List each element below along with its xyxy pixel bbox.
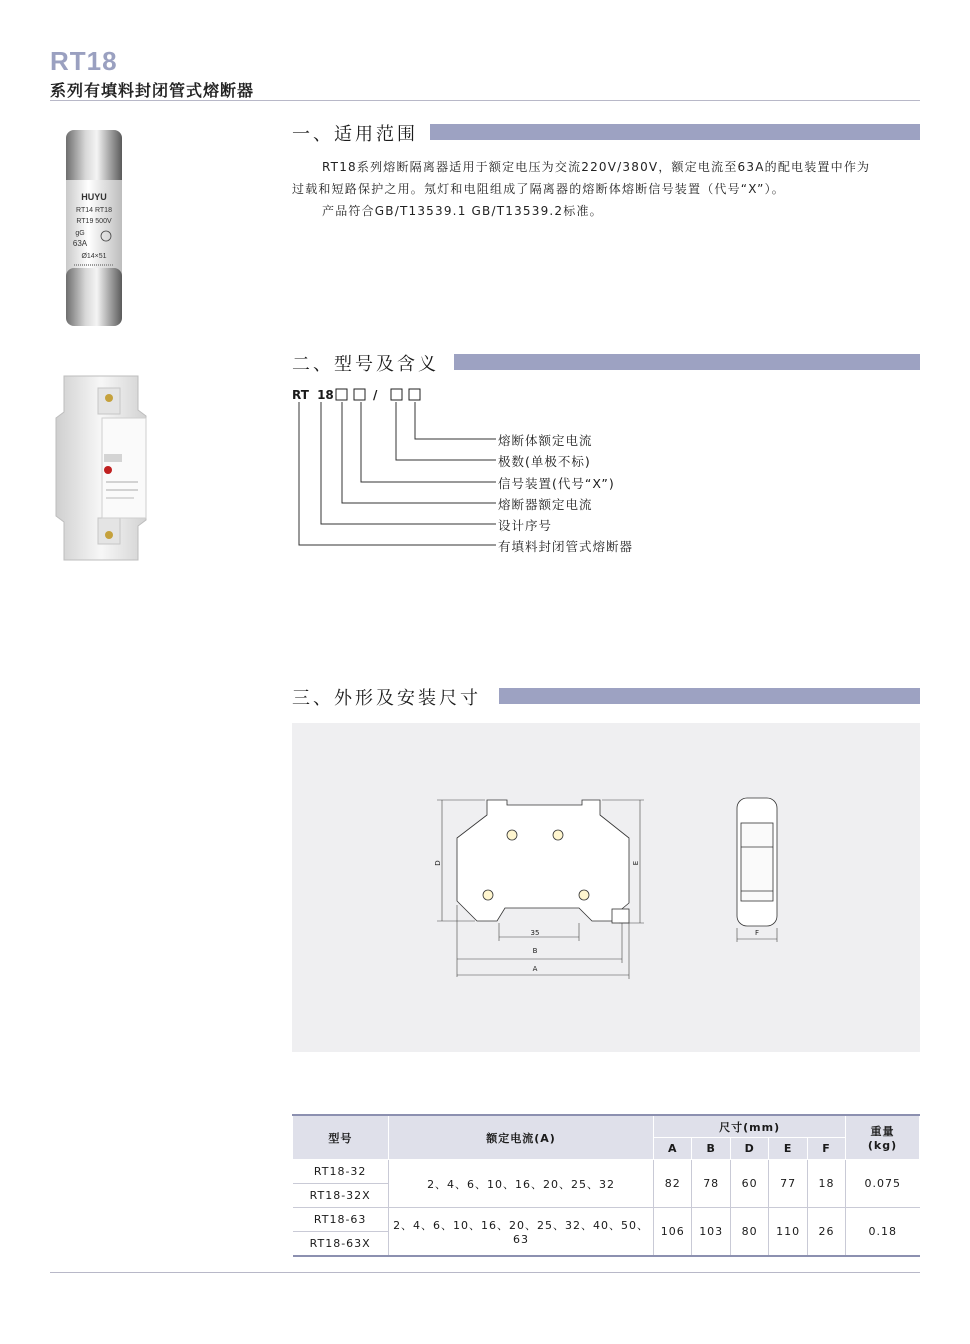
fuse-marking: RT19 500V bbox=[76, 218, 112, 225]
model-cell: RT18-63 bbox=[293, 1208, 389, 1232]
dim-cell: 26 bbox=[808, 1208, 846, 1256]
page-subtitle: 系列有填料封闭管式熔断器 bbox=[50, 81, 255, 100]
legend-label: 熔断体额定电流 bbox=[498, 433, 593, 448]
header-dimensions: 尺寸(mm) bbox=[654, 1115, 846, 1138]
section-title: 二、型号及含义 bbox=[292, 350, 443, 376]
legend-label: 设计序号 bbox=[498, 518, 553, 533]
fuse-holder-photo bbox=[50, 370, 150, 565]
section-bar bbox=[454, 354, 920, 370]
current-cell: 2、4、6、10、16、20、25、32、40、50、63 bbox=[388, 1208, 653, 1256]
fuse-brand: HUYU bbox=[81, 192, 107, 202]
legend-label: 极数(单极不标) bbox=[498, 454, 591, 469]
dimension-drawing-panel bbox=[292, 723, 920, 1052]
section-model-heading bbox=[292, 352, 920, 374]
section-title: 三、外形及安装尺寸 bbox=[292, 684, 485, 710]
section-bar bbox=[499, 688, 920, 704]
header-dim-col: D bbox=[731, 1138, 769, 1160]
current-cell: 2、4、6、10、16、20、25、32 bbox=[388, 1160, 653, 1208]
dim-label-e: E bbox=[632, 860, 640, 866]
model-prefix: RT bbox=[292, 388, 309, 402]
dimension-drawing bbox=[292, 723, 920, 1052]
section-dimensions-heading bbox=[292, 686, 920, 708]
header-rated-current: 额定电流(A) bbox=[388, 1115, 653, 1160]
fuse-marking: Ø14×51 bbox=[81, 253, 107, 260]
fuse-marking: RT14 RT18 bbox=[76, 207, 112, 214]
model-series: 18 bbox=[317, 388, 334, 402]
legend-label: 有填料封闭管式熔断器 bbox=[498, 539, 634, 554]
dim-label-b: B bbox=[532, 947, 538, 955]
dim-label-d: D bbox=[434, 860, 442, 866]
dim-cell: 110 bbox=[769, 1208, 808, 1256]
dim-cell: 18 bbox=[808, 1160, 846, 1208]
table-row bbox=[293, 1208, 920, 1232]
fuse-marking: gG bbox=[75, 230, 85, 237]
table-row bbox=[293, 1160, 920, 1184]
dim-cell: 103 bbox=[692, 1208, 731, 1256]
section-scope-heading bbox=[292, 122, 920, 144]
header-dim-col: B bbox=[692, 1138, 731, 1160]
dim-cell: 82 bbox=[654, 1160, 692, 1208]
model-code-diagram bbox=[290, 386, 500, 551]
legend-label: 信号装置(代号“X”) bbox=[498, 476, 615, 491]
dim-cell: 106 bbox=[654, 1208, 692, 1256]
dim-cell: 60 bbox=[731, 1160, 769, 1208]
header-dim-col: F bbox=[808, 1138, 846, 1160]
scope-text-line: 产品符合GB/T13539.1 GB/T13539.2标准。 bbox=[322, 204, 603, 218]
dim-label-35: 35 bbox=[530, 929, 540, 937]
header-divider bbox=[50, 100, 920, 101]
dim-cell: 80 bbox=[731, 1208, 769, 1256]
dim-label-a: A bbox=[532, 965, 538, 973]
header-weight: 重量 (kg) bbox=[846, 1115, 920, 1160]
weight-cell: 0.075 bbox=[846, 1160, 920, 1208]
header-dim-col: E bbox=[769, 1138, 808, 1160]
dim-label-f: F bbox=[754, 929, 760, 937]
section-bar bbox=[430, 124, 920, 140]
fuse-cartridge-photo bbox=[60, 128, 130, 328]
fuse-marking: 63A bbox=[72, 239, 88, 248]
model-cell: RT18-32 bbox=[293, 1160, 389, 1184]
page-title: RT18 bbox=[50, 46, 118, 76]
footer-divider bbox=[50, 1272, 920, 1273]
model-cell: RT18-63X bbox=[293, 1232, 389, 1256]
section-title: 一、适用范围 bbox=[292, 120, 422, 146]
legend-label: 熔断器额定电流 bbox=[498, 497, 593, 512]
scope-text-line: 过载和短路保护之用。氖灯和电阻组成了隔离器的熔断体熔断信号装置（代号“X”）。 bbox=[292, 182, 785, 196]
header-dim-col: A bbox=[654, 1138, 692, 1160]
dim-cell: 78 bbox=[692, 1160, 731, 1208]
weight-cell: 0.18 bbox=[846, 1208, 920, 1256]
spec-table bbox=[292, 1114, 920, 1257]
dim-cell: 77 bbox=[769, 1160, 808, 1208]
model-slash: / bbox=[373, 388, 378, 402]
header-model: 型号 bbox=[293, 1115, 389, 1160]
model-cell: RT18-32X bbox=[293, 1184, 389, 1208]
scope-text-line: RT18系列熔断隔离器适用于额定电压为交流220V/380V，额定电流至63A的配电装置中作为 bbox=[322, 160, 871, 174]
